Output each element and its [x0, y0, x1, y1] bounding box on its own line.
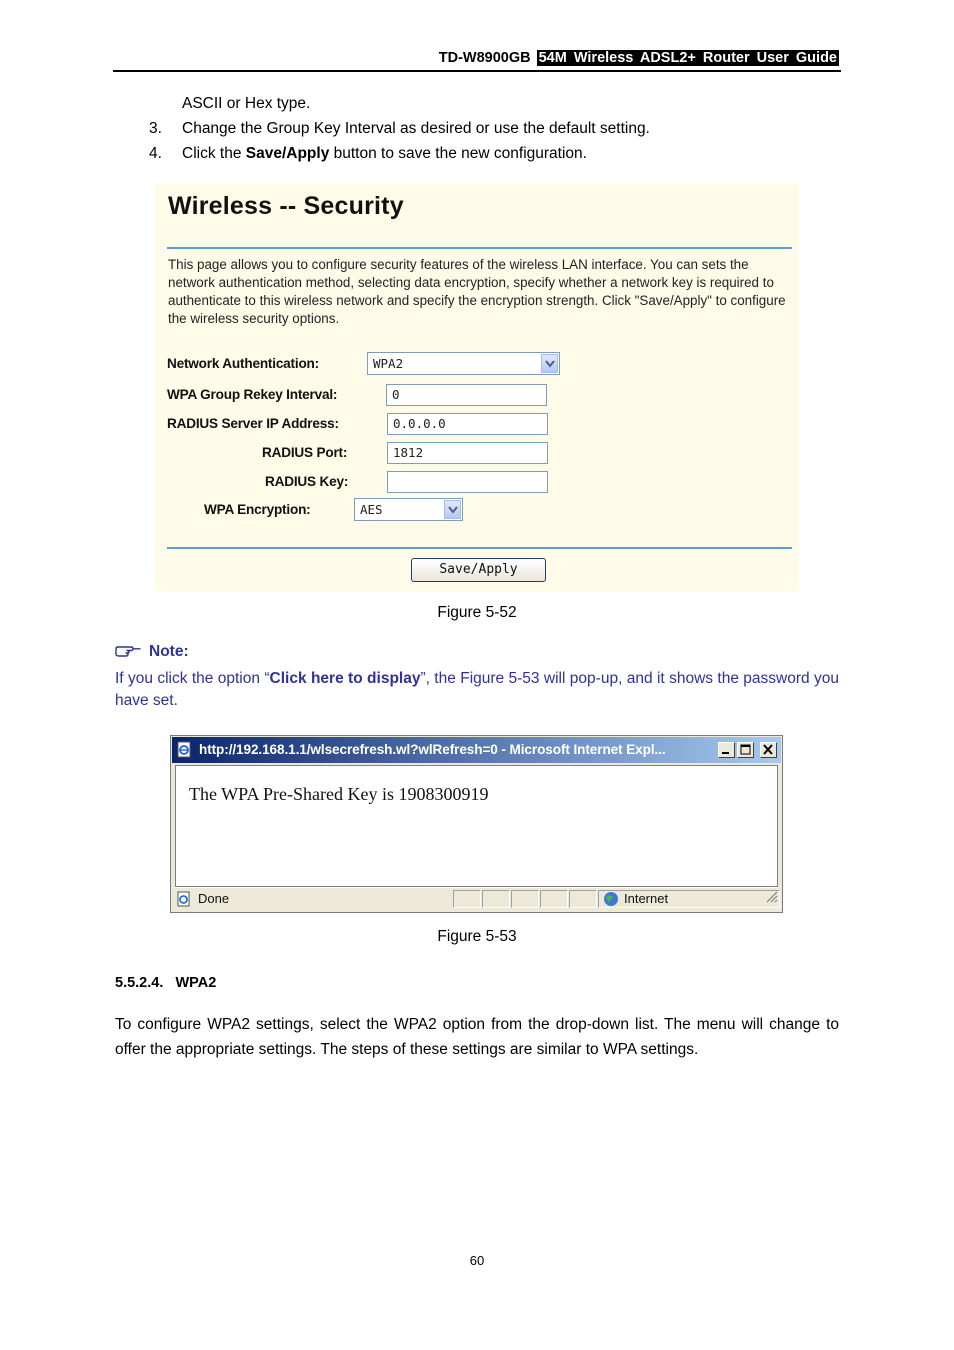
encryption-select[interactable] [354, 498, 463, 521]
window-titlebar [172, 737, 781, 763]
status-segment [511, 890, 539, 908]
step4-number: 4. [149, 145, 162, 162]
rekey-input[interactable]: 0 [386, 384, 547, 406]
running-header [439, 50, 839, 66]
step3-text: Change the Group Key Interval as desired or use the default setting. [182, 120, 650, 137]
network-auth-value: WPA2 [373, 356, 404, 371]
figure-title: Wireless -- Security [168, 192, 404, 220]
note-text-bold: Click here to display [269, 670, 421, 687]
page-number: 60 [469, 1253, 485, 1268]
section-title: WPA2 [175, 975, 217, 991]
figure-intro: This page allows you to configure security features of the wireless LAN interface. You can sets the network authentication method, selecting data encryption, specify whether a network key is required to authenticate to this wireless network and specify the encryption strength. Click "Save/Apply" to configure the wireless security options. [168, 257, 786, 326]
ie-popup-screenshot [170, 735, 783, 913]
bottom-divider [167, 547, 792, 549]
radius-ip-input[interactable]: 0.0.0.0 [387, 413, 548, 435]
network-auth-select[interactable] [367, 352, 560, 375]
status-segment [540, 890, 568, 908]
status-segment [569, 890, 597, 908]
radius-key-input[interactable] [387, 471, 548, 493]
network-auth-label: Network Authentication: [167, 356, 319, 371]
encryption-label: WPA Encryption: [204, 502, 311, 517]
step4-pre: Click the [182, 145, 246, 162]
step4-bold: Save/Apply [245, 145, 330, 162]
section-heading [115, 975, 216, 991]
step4-post: button to save the new configuration. [329, 145, 587, 162]
chevron-down-icon[interactable] [541, 354, 558, 373]
note-text-post: ”, the Figure 5-53 will pop-up, and it shows the password you have set. [115, 670, 840, 709]
figure1-caption: Figure 5-52 [437, 604, 517, 621]
maximize-icon[interactable] [737, 742, 754, 758]
minimize-icon[interactable] [718, 742, 735, 758]
status-bar [173, 887, 780, 910]
header-model: TD-W8900GB [438, 50, 531, 66]
page-done-icon [176, 891, 192, 912]
status-text: Done [198, 891, 230, 906]
status-segment [482, 890, 510, 908]
section-number: 5.5.2.4. [115, 975, 164, 991]
radius-port-input[interactable]: 1812 [387, 442, 548, 464]
header-rule [113, 70, 841, 72]
save-apply-button[interactable]: Save/Apply [411, 558, 546, 582]
header-guide-title: 54M Wireless ADSL2+ Router User Guide [538, 50, 837, 66]
figure2-caption: Figure 5-53 [437, 928, 517, 945]
popup-content [175, 765, 778, 887]
globe-icon [603, 891, 619, 912]
radius-ip-label: RADIUS Server IP Address: [167, 416, 339, 431]
radius-key-label: RADIUS Key: [265, 474, 349, 489]
note-heading [115, 643, 189, 663]
chevron-down-icon[interactable] [444, 500, 461, 519]
ie-page-icon [176, 741, 193, 763]
step4-text [182, 141, 587, 166]
psk-message: The WPA Pre-Shared Key is 1908300919 [189, 784, 489, 804]
pointing-hand-icon [115, 644, 141, 663]
note-text-pre: If you click the option “ [115, 670, 270, 687]
step-continuation: ASCII or Hex type. [182, 95, 311, 112]
note-label: Note: [149, 643, 189, 660]
rekey-label: WPA Group Rekey Interval: [167, 387, 338, 402]
encryption-value: AES [360, 502, 383, 517]
window-title: http://192.168.1.1/wlsecrefresh.wl?wlRefresh=0 - Microsoft Internet Expl... [199, 742, 666, 757]
step3-number: 3. [149, 120, 162, 137]
radius-port-label: RADIUS Port: [262, 445, 348, 460]
status-zone-text: Internet [624, 891, 669, 906]
resize-grip-icon[interactable] [765, 890, 778, 908]
wireless-security-screenshot [155, 184, 799, 591]
close-icon[interactable] [760, 742, 777, 758]
note-text [115, 668, 839, 712]
status-segment [453, 890, 481, 908]
top-divider [167, 247, 792, 249]
section-body: To configure WPA2 settings, select the WPA2 option from the drop-down list. The menu will change to offer the appropriate settings. The steps of these settings are similar to WPA settings. [115, 1016, 839, 1058]
